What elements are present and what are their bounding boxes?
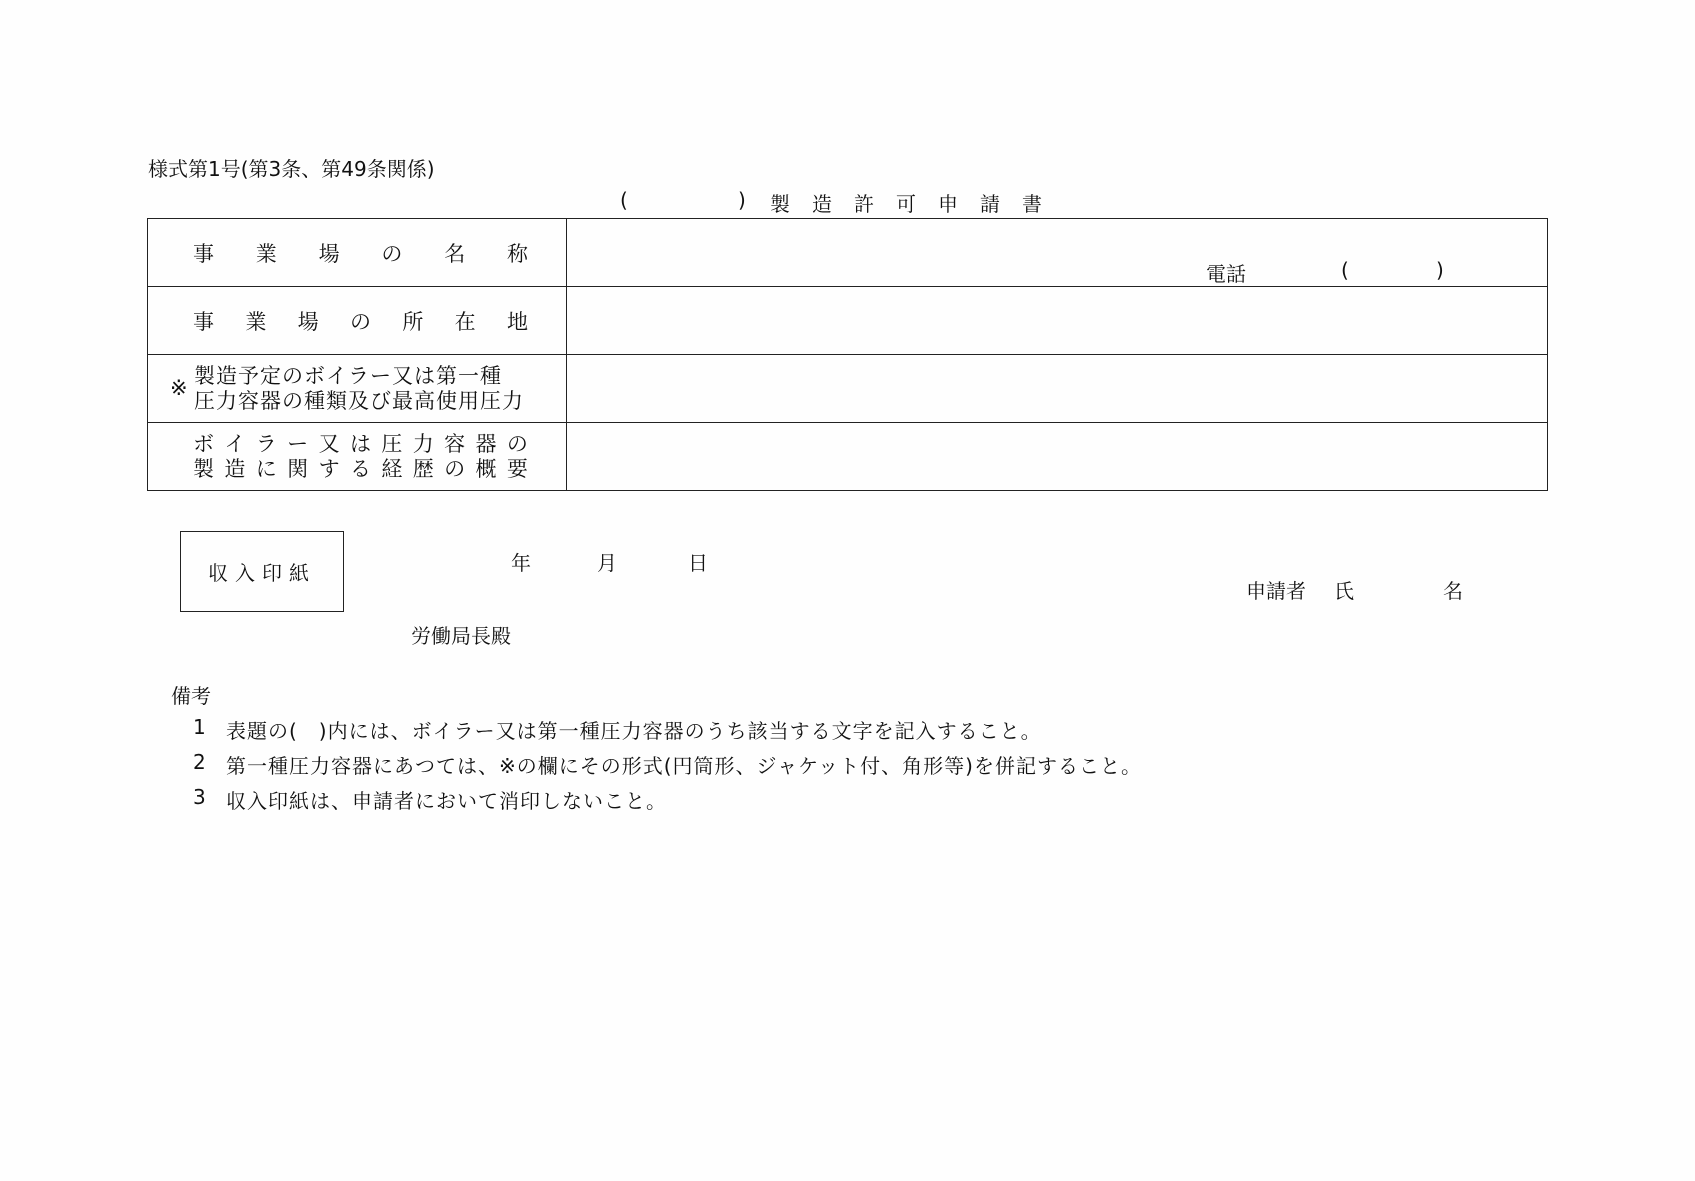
note-number: 1 bbox=[193, 715, 206, 739]
label-line-1 bbox=[193, 432, 528, 457]
label-char: 場 bbox=[297, 309, 319, 334]
label-char: 要 bbox=[506, 456, 528, 481]
label-char: 関 bbox=[287, 456, 309, 481]
label-char: 力 bbox=[412, 431, 434, 456]
note-mark: ※ bbox=[170, 375, 188, 400]
document-title bbox=[620, 186, 1070, 216]
label-line-2 bbox=[193, 457, 528, 482]
label-char: 所 bbox=[402, 309, 424, 334]
phone-paren-open: ( bbox=[1341, 258, 1349, 282]
note-text: 第一種圧力容器にあつては、※の欄にその形式(円筒形、ジャケット付、角形等)を併記すること。 bbox=[226, 754, 1142, 778]
note-item bbox=[0, 750, 1695, 776]
revenue-stamp-label: 収入印紙 bbox=[208, 561, 316, 585]
note-text: 表題の( )内には、ボイラー又は第一種圧力容器のうち該当する文字を記入すること。 bbox=[226, 719, 1042, 743]
label-line-1: 製造予定のボイラー又は第一種 bbox=[194, 363, 502, 388]
phone-field[interactable] bbox=[1206, 258, 1451, 284]
label-char: 業 bbox=[245, 309, 267, 334]
label-char: ー bbox=[287, 431, 309, 456]
revenue-stamp-box bbox=[180, 531, 344, 612]
label-char: 在 bbox=[454, 309, 476, 334]
label-boiler-type bbox=[148, 355, 567, 423]
label-manufacturing-history bbox=[148, 423, 567, 491]
label-char: 地 bbox=[506, 309, 528, 334]
note-number: 3 bbox=[193, 785, 206, 809]
addressee: 労働局長殿 bbox=[411, 624, 511, 648]
label-char: 器 bbox=[475, 431, 497, 456]
label-char: 圧 bbox=[381, 431, 403, 456]
business-address-field[interactable] bbox=[567, 287, 1548, 355]
label-char: 事 bbox=[193, 309, 214, 334]
label-line-2: 圧力容器の種類及び最高使用圧力 bbox=[194, 388, 524, 413]
label-char: 概 bbox=[475, 456, 497, 481]
applicant-name-label-part1: 氏 bbox=[1334, 579, 1354, 603]
business-name-field[interactable] bbox=[567, 219, 1548, 287]
label-char: の bbox=[381, 241, 403, 266]
label-char: に bbox=[255, 456, 277, 481]
note-text: 収入印紙は、申請者において消印しないこと。 bbox=[226, 789, 667, 813]
phone-label: 電話 bbox=[1206, 262, 1246, 286]
table-row bbox=[148, 423, 1548, 491]
label-char: の bbox=[444, 456, 466, 481]
label-char: 造 bbox=[224, 456, 246, 481]
title-paren-close: ) bbox=[738, 188, 746, 212]
label-char: 事 bbox=[193, 241, 214, 266]
table-row bbox=[148, 219, 1548, 287]
label-business-name bbox=[148, 219, 567, 287]
label-char: イ bbox=[224, 431, 246, 456]
label-char: 業 bbox=[255, 241, 277, 266]
label-char: ラ bbox=[255, 431, 277, 456]
label-char: 称 bbox=[506, 241, 528, 266]
form-number: 様式第1号(第3条、第49条関係) bbox=[148, 157, 435, 181]
label-char: 歴 bbox=[412, 456, 434, 481]
label-char: 容 bbox=[444, 431, 466, 456]
applicant-name-label-part2: 名 bbox=[1443, 579, 1463, 603]
boiler-type-field[interactable] bbox=[567, 355, 1548, 423]
label-char: 又 bbox=[318, 431, 340, 456]
applicant-label: 申請者 bbox=[1246, 579, 1306, 603]
application-table bbox=[147, 218, 1548, 491]
label-char: 名 bbox=[444, 241, 466, 266]
notes-heading: 備考 bbox=[171, 684, 211, 708]
label-char: る bbox=[349, 456, 371, 481]
title-paren-open: ( bbox=[620, 188, 628, 212]
note-number: 2 bbox=[193, 750, 206, 774]
note-item bbox=[0, 785, 1695, 811]
label-char: の bbox=[349, 309, 371, 334]
label-business-address bbox=[148, 287, 567, 355]
note-item bbox=[0, 715, 1695, 741]
phone-paren-close: ) bbox=[1436, 258, 1444, 282]
label-char: 製 bbox=[193, 456, 214, 481]
label-char: は bbox=[349, 431, 371, 456]
date-day-label: 日 bbox=[688, 551, 708, 575]
date-month-label: 月 bbox=[597, 551, 617, 575]
label-char: ボ bbox=[193, 431, 214, 456]
table-row bbox=[148, 287, 1548, 355]
label-char: 経 bbox=[381, 456, 403, 481]
manufacturing-history-field[interactable] bbox=[567, 423, 1548, 491]
table-row bbox=[148, 355, 1548, 423]
label-char: す bbox=[318, 456, 340, 481]
label-char: の bbox=[506, 431, 528, 456]
date-year-label: 年 bbox=[511, 551, 531, 575]
label-char: 場 bbox=[318, 241, 340, 266]
title-text: 製造許可申請書 bbox=[770, 192, 1064, 216]
